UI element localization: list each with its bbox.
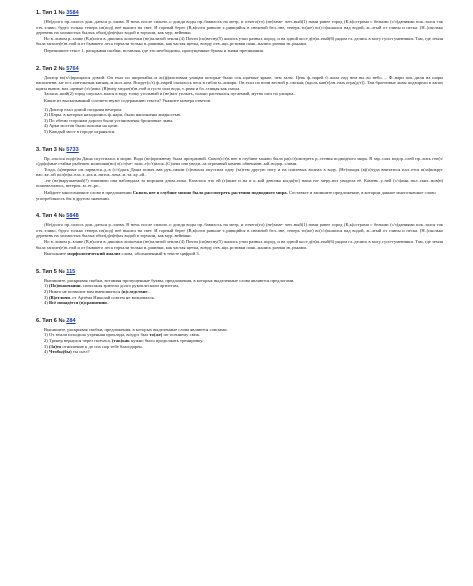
task-heading [36, 318, 443, 325]
option-highlight: (так)как [111, 337, 130, 343]
task-label: 5. Тип 5 № [36, 268, 65, 275]
task-6 [36, 318, 443, 355]
option-text: 2) Тренер вернулся через полчаса, [44, 337, 112, 343]
task-label: 4. Тип 4 № [36, 213, 65, 220]
task-number-link[interactable]: 5764 [66, 65, 79, 72]
answer-option: 3) По обеим сторонам дороги были установлены бронзовые львы. [44, 117, 174, 123]
task-number-link[interactable]: 284 [66, 317, 76, 324]
task-paragraph: Тогда, (а)нерные он..зарвался..д..в (с/з)дась Даша понач..вав рук..ивали (с)начала опустила одну (за)тем другую ногу и на плитевых волнах в воду. (Не)заходя (в)(о)туда внитаться нал..ется и(за)вокруг нас..ке..ой пол(н)ы..ела..т..ясь и..ниток..чека..и..та..ку..ой.. [36, 166, 443, 178]
option-text: ты сьел? [71, 349, 90, 355]
task-number-link[interactable]: 115 [66, 268, 76, 275]
task-label: 3. Тип 3 № [36, 146, 65, 153]
task-paragraph: ..не (не)нарушаемой(?) тишиною она наблюдала за морским дном..пока. Казалось что ей (т)акже и..на и к..кой девочка когда(то) наша на- меру..вот увидела её. Камень..у..ней (с/з)ами..пол..ских..нов(н) пошевелились, ветерок..м..ет..ре... [36, 177, 443, 189]
option-text: по-осеннему свеж. [162, 332, 201, 338]
option-text: 3) [44, 343, 49, 349]
option-highlight: Чтобы(бы) [48, 349, 72, 355]
option-highlight: (В)отличи [48, 294, 70, 300]
task-paragraph: Засыпа..ший(2) город опускал..влася в воду точку угольный и (не)мог уплыть, только растекался пугаемый, мутно шел по улицам... [44, 91, 297, 97]
task-paragraph: Но в..ливом р..зливе (В,в)олги в..двились копоечки (не)залитой земли.(4) Почти (по)весну(5) жались утки разных пород, и на одной косе д(н)и..ный(6) рядом гл..делись в могу гуси-гуменники. Там, где земля была заполн(е)н..ной и от бывшего леса торчали только в..ршинки, как частая щетка, всюду отв..щи..рстивки пояк..жались разная зв..рьками. [36, 35, 443, 47]
task-question: Перепишите текст 1, раскрывая скобки, вставляя, где это необходимо, пропущенные буквы и знаки препинания. [44, 47, 264, 53]
task-1 [36, 10, 443, 54]
option-highlight: (По)окончании [48, 283, 81, 289]
task-label: 1. Тип 1 № [36, 10, 65, 16]
answer-option: 2) Шары, в которых находились ф..нари, были наполнены жидкостью. [44, 112, 182, 118]
question-text: слова, обозначенный в тексте цифрой 3. [121, 251, 200, 257]
option-text: отношение к до сих пор тебе благодарен. [61, 343, 143, 349]
option-highlight: то(же) [149, 332, 163, 338]
task-heading [36, 147, 443, 154]
task-question [36, 190, 443, 201]
option-highlight: (в)следствие [121, 289, 148, 294]
task-4 [36, 213, 443, 257]
task-heading [36, 10, 443, 17]
task-2 [36, 66, 443, 135]
option-text: . спектакля зрители долго рукоплескали артистам. [80, 283, 179, 289]
task-paragraph: (Не)долго пр..шлось дож..даться р..зливa. В ночь после сильно..о дождя воды пр..бавилось на метр, и отчего(то) (не)заме- чен..ный(1) нами ранее город (К,к)остpома с белыми (с/з)даниями пок..зался так отч..тливо, будто только теперь из(под) неё вышел на свет. И горный берег (В,в)олги раньше т..ривщийся в снежной бел..зне, теперь то(же) вс(с/з)ышался над водой, ж..лтый от глины и песка. (Н..)сколько деревень на холмистых былых обил(д)н(н)ых водой в торчали, как мур..вейники. [36, 19, 443, 36]
task-question: Выпишите, раскрывая скобки, предложения, в которых выделенные слова являются союзами. [44, 326, 228, 332]
task-question: Какие из высказываний соответствуют содержанию текста? Укажите номера ответов. [44, 97, 212, 103]
task-heading [36, 213, 443, 220]
task-label: 2. Тип 2 № [36, 65, 65, 72]
task-number-link[interactable]: 5848 [66, 213, 79, 220]
task-question: Выпишите, раскрывая скобки, вставляя пропущенные буквы, предложения, в которых выделенные слова являются предлогами. [44, 277, 295, 283]
answer-option [44, 349, 443, 355]
option-highlight: Всё понадёгся (в)сравнении [48, 300, 107, 306]
option-text: .. [106, 300, 110, 306]
answer-option: 4) Арки мостов были похожи на цепи. [44, 123, 119, 129]
question-highlight: морфологический анализ [67, 251, 121, 257]
question-text: Найдите многозначное слово в предложении [44, 190, 132, 196]
task-paragraph: Пр..ололся под(е)м Даша спустилась к морю. Вода (по)прежнему была прозрачной. Сквоз(с/з)ь нее в глубине можно было ра(с/з)смотреть р..стения подводного мира. В зар..слях водор..слей пр..лись гне(з/с)да(и)мые стайки рыбешек колюшки(но) е(с/з)че- зали..т(с/з)ился..(С)лева она уведи..ла огромный камень обвешанн..ый..водор..слями. [36, 155, 443, 167]
answer-option: 5) Каждый мост в городе охранялся. [44, 128, 116, 134]
option-text: 1) [44, 283, 49, 289]
task-paragraph: (Не)долго пр..шлось дож..даться р..зливa. В ночь после сильно..о дождя воды пр..бавилось на метр, и отчего(то) (не)заме- чен..ный(1) нами ранее город (К,к)остpома с белыми (с/з)даниями пок..зался так отч..тливо, будто только теперь из(под) неё вышел на свет. И горный берег (В,в)олги раньше т..ривщийся в снежной бел..зне, теперь то(же) вс(с/з)ышался над водой, ж..лтый от глины и песка. (Н..)сколько деревень на холмистых былых обил(д)н(н)ых водой в торчали, как мур..вейники. [36, 222, 443, 239]
option-text: нужно было продолжать тренировку. [129, 337, 204, 343]
option-text: 4) [44, 349, 49, 355]
task-heading [36, 269, 443, 276]
question-highlight: Сквозь нее в глубине можно было рассмотреть растения подводного мира. [132, 190, 288, 196]
option-highlight: (За)то [48, 343, 62, 349]
option-text: 4) [44, 300, 49, 306]
task-label: 6. Тип 6 № [36, 317, 65, 324]
task-heading [36, 66, 443, 73]
task-paragraph: Доктор во(з/с)вращался домой. Он ехал по широчайш..м ас(ф)альтовым улицам которые были осв..щаемые яркие, чем залы. Цепь ф..нарей б..жала над нем вы..во небо. – Ф..нари пок..дили на шары наполненн..ые ост..пительным кипящ..м мол..ком. Вскрут(с/з) ф..нарей сыпалось песк в гибла м..ликари. Он ехал по ночи весной р..овская; (вдоль кан(е)лн..ных огра(д/т)). Там бронзовые львы подзирели в лапах щиты вывок. вал..щеные (з/с)ами. (В)низу медле(н)н..ной и густо шла вода, т..рная и бл..стящая как смола. [36, 74, 443, 91]
answer-option: 1) Доктор ехал домой поздним вечером. [44, 106, 123, 112]
question-text: Выполните [44, 251, 67, 257]
task-paragraph: Но в..ливом р..зливе (В,в)олги в..двились копоечки (не)залитой земли.(4) Почти (по)весну(5) жались утки разных пород, и на одной косе д(н)и..ный(6) рядом гл..делись в могу гуси-гуменники. Там, где земля была заполн(е)н..ной и от бывшего леса торчали только в..ршинки, как частая щетка, всюду отв..щи..рстивки пояк..жались разная зв..рьками. [36, 239, 443, 250]
task-number-link[interactable]: 5733 [66, 146, 79, 153]
option-text: ..от Артёма Николай совсем не волновался. [69, 294, 155, 300]
question-text: Составьте и запишите предложение, в котором данное многозначное слово употреблялось бы в другом значении. [36, 190, 436, 201]
option-text: 2) Никто не позволит вам вмешиваться [44, 289, 122, 294]
option-text: 3) [44, 294, 49, 300]
option-text: .. [147, 289, 150, 294]
task-5 [36, 269, 443, 306]
task-number-link[interactable]: 3584 [66, 10, 79, 16]
task-3 [36, 147, 443, 202]
option-text: 1) От земли исходила утренняя прохлада, воздух был [44, 332, 150, 338]
